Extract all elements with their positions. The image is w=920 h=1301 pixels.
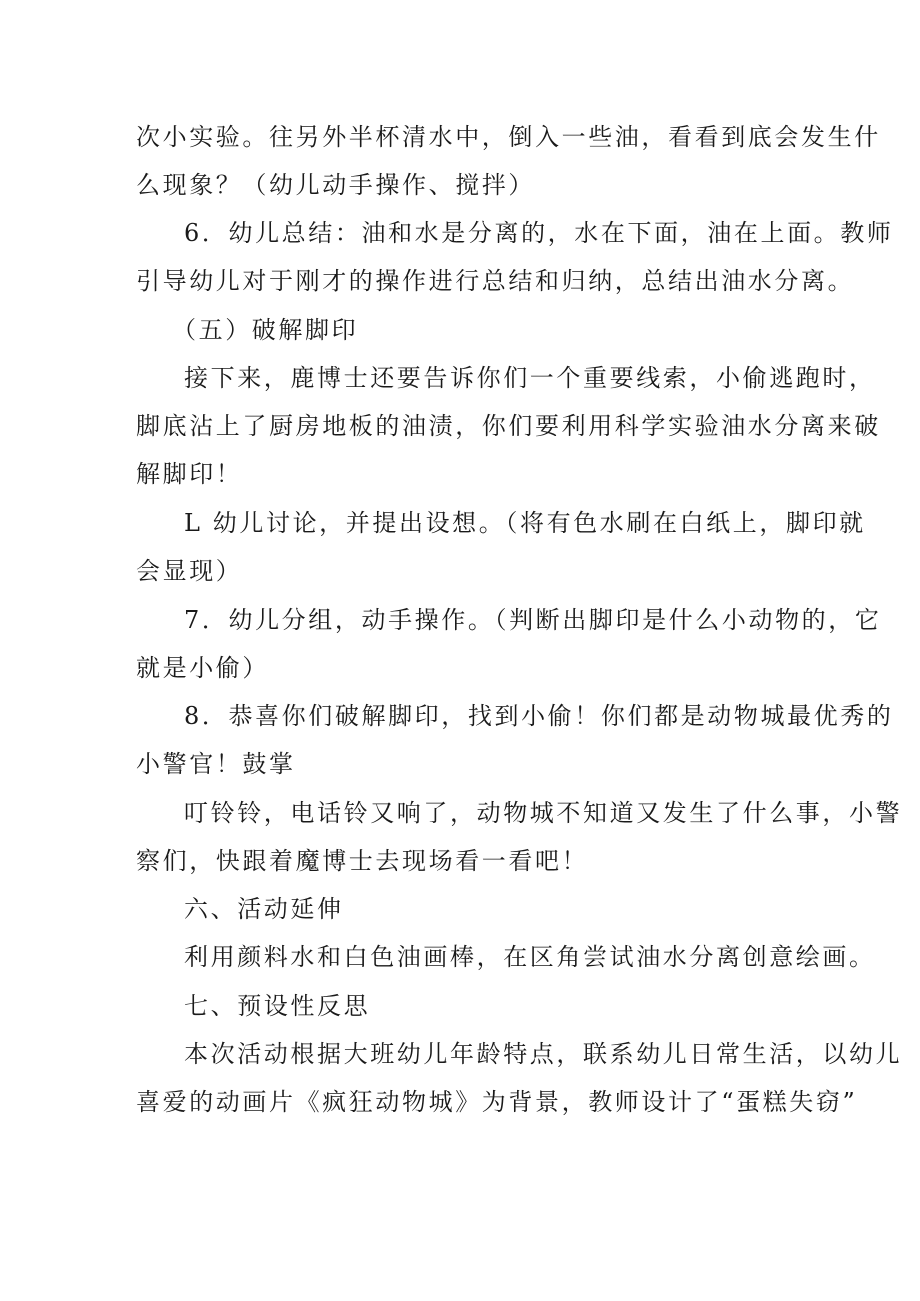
text-line: 脚底沾上了厨房地板的油渍，你们要利用科学实验油水分离来破: [136, 412, 881, 440]
text-line: L 幼儿讨论，并提出设想。（将有色水刷在白纸上，脚印就: [184, 509, 866, 537]
text-line: 本次活动根据大班幼儿年龄特点，联系幼儿日常生活，以幼儿: [184, 1040, 903, 1068]
text-line: 叮铃铃，电话铃又响了，动物城不知道又发生了什么事，小警: [184, 799, 903, 827]
section-heading: 七、预设性反思: [184, 992, 371, 1020]
text-line: 就是小偷）: [136, 654, 269, 682]
text-line: 喜爱的动画片《疯狂动物城》为背景，教师设计了“蛋糕失窃”: [136, 1088, 858, 1116]
text-line: 会显现）: [136, 557, 243, 585]
text-line: 解脚印！: [136, 460, 243, 488]
text-line: 引导幼儿对于刚才的操作进行总结和归纳，总结出油水分离。: [136, 267, 855, 295]
text-line: 么现象？（幼儿动手操作、搅拌）: [136, 171, 535, 199]
section-heading: 六、活动延伸: [184, 895, 344, 923]
text-line: 次小实验。往另外半杯清水中，倒入一些油，看看到底会发生什: [136, 123, 881, 151]
text-line: 6．幼儿总结：油和水是分离的，水在下面，油在上面。教师: [184, 219, 894, 247]
text-line: 7．幼儿分组，动手操作。（判断出脚印是什么小动物的，它: [184, 606, 882, 634]
text-line: 8．恭喜你们破解脚印，找到小偷！你们都是动物城最优秀的: [184, 702, 894, 730]
text-line: 小警官！鼓掌: [136, 750, 296, 778]
text-line: 察们，快跟着魔博士去现场看一看吧！: [136, 847, 589, 875]
text-line: 接下来，鹿博士还要告诉你们一个重要线索，小偷逃跑时，: [184, 364, 876, 392]
text-line: 利用颜料水和白色油画棒，在区角尝试油水分离创意绘画。: [184, 943, 876, 971]
section-heading: （五）破解脚印: [172, 316, 359, 344]
